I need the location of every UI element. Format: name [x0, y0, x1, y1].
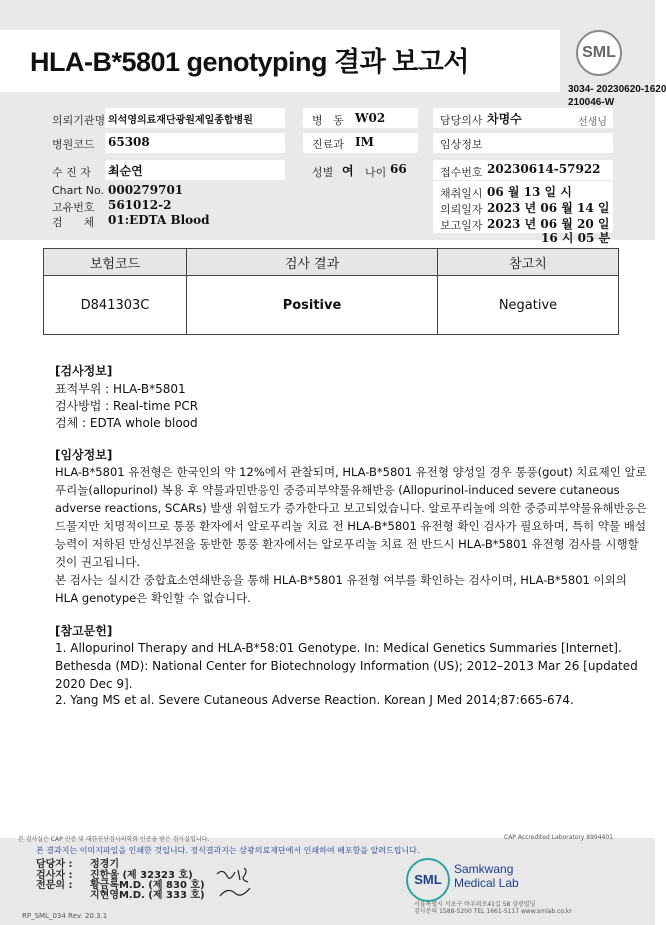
- brand-name-2: Medical Lab: [454, 876, 519, 890]
- staff-name-3: 황금록M.D. (제 830 호): [90, 880, 205, 891]
- chart-no-label: Chart No.: [52, 184, 104, 197]
- receipt-value: 20230614-57922: [487, 162, 601, 176]
- staff-name-2: 진한울 (제 32323 호): [90, 870, 193, 881]
- print-notice: 본 결과지는 이미지파일을 인쇄한 것입니다. 정식결과지는 삼광의료재단에서 인쇄하여 배포함을 알려드립니다.: [36, 846, 420, 855]
- age-label: 나이: [365, 166, 387, 179]
- sml-footer-logo: SML: [406, 858, 450, 902]
- institution-value: 의석영의료재단광원제일종합병원: [108, 115, 253, 126]
- sml-logo: SML: [576, 30, 622, 76]
- chart-no-value: 000279701: [108, 183, 184, 197]
- doctor-suffix: 선생님: [578, 117, 607, 128]
- staff-role-3: 전문의 :: [36, 880, 73, 891]
- report-label: 보고일자: [440, 219, 483, 232]
- header-reference: 참고치: [438, 249, 619, 276]
- dept-label: 진료과: [312, 138, 344, 151]
- report-time: 16 시 05 분: [541, 231, 611, 245]
- unique-no-label: 고유번호: [52, 201, 95, 214]
- header-insurance-code: 보험코드: [44, 249, 187, 276]
- specimen-label: 검 체: [52, 216, 95, 229]
- hospital-code-value: 65308: [108, 135, 150, 149]
- insurance-code-cell: D841303C: [44, 276, 187, 335]
- staff-role-1: 담당자 :: [36, 859, 73, 870]
- result-row: [44, 276, 619, 335]
- result-header-row: [44, 249, 619, 276]
- clinical-info-label: 임상정보: [440, 138, 483, 151]
- report-title: HLA-B*5801 genotyping 결과 보고서: [30, 47, 469, 77]
- document-number-suffix: 210046-W: [568, 97, 615, 108]
- sex-value: 여: [342, 164, 354, 178]
- dept-value: IM: [355, 135, 374, 149]
- reference-1: 1. Allopurinol Therapy and HLA-B*58:01 Genotype. In: Medical Genetics Summaries [Internet]. Bethesda (MD): National Center for Biotechnology Information (US); 2012–2013 Mar 26 [updated 2020 Dec 9].: [55, 641, 638, 691]
- lab-phone: 검사문의 1588-5200 TEL 1661-5117 www.smlab.co.kr: [414, 908, 572, 915]
- reference-2: 2. Yang MS et al. Severe Cutaneous Adverse Reaction. Korean J Med 2014;87:665-674.: [55, 693, 574, 707]
- test-info-target: 표적부위 : HLA-B*5801: [55, 382, 186, 396]
- request-label: 의뢰일자: [440, 203, 483, 216]
- request-value: 2023 년 06 월 14 일: [487, 201, 610, 215]
- specimen-value: 01:EDTA Blood: [108, 213, 210, 227]
- hospital-code-label: 병원코드: [52, 138, 95, 151]
- clinical-info-paragraph-2: 본 검사는 실시간 중합효소연쇄반응을 통해 HLA-B*5801 유전형 여부를 확인하는 검사이며, HLA-B*5801 이외의 HLA genotype은 확인할 수 없습니다.: [55, 573, 627, 605]
- recipient-value: 최순연: [108, 164, 143, 178]
- staff-name-1: 정경기: [90, 859, 119, 870]
- report-value: 2023 년 06 월 20 일: [487, 217, 610, 231]
- doctor-label: 담당의사: [440, 114, 483, 127]
- ward-value: W02: [355, 111, 386, 125]
- staff-role-2: 검사자 :: [36, 870, 73, 881]
- clinical-info-title: [임상정보]: [55, 448, 113, 462]
- test-info-method: 검사방법 : Real-time PCR: [55, 399, 199, 413]
- receipt-label: 접수번호: [440, 166, 483, 179]
- doctor-value: 차명수: [487, 112, 522, 126]
- ward-label: 병 동: [312, 114, 344, 127]
- recipient-label: 수 진 자: [52, 166, 91, 179]
- reference-cell: Negative: [438, 276, 619, 335]
- unique-no-value: 561012-2: [108, 198, 172, 212]
- institution-label: 의뢰기관명: [52, 114, 106, 127]
- cap-text: CAP Accredited Laboratory 8994401: [504, 834, 613, 841]
- document-number: 3034- 20230620-1620: [568, 84, 666, 95]
- test-info-title: [검사정보]: [55, 364, 113, 378]
- certification-text: 본 검사실은 CAP 인증 및 대한진단검사의학회 인증을 받은 검사실입니다.: [18, 836, 210, 843]
- lab-address: 서울특별시 서초구 바우뫼로41길 58 삼광빌딩: [414, 901, 536, 908]
- result-table: [43, 248, 619, 335]
- age-value: 66: [390, 162, 407, 176]
- signature-image: [212, 864, 262, 904]
- collect-label: 채취일시: [440, 187, 483, 200]
- sex-label: 성별: [312, 166, 334, 179]
- collect-value: 06 월 13 일 시: [487, 185, 572, 199]
- test-result-cell: Positive: [187, 276, 438, 335]
- form-number: RP_SML_034 Rev. 20.3.1: [22, 912, 108, 920]
- brand-name-1: Samkwang: [454, 862, 514, 876]
- staff-name-4: 지현영M.D. (제 333 호): [90, 890, 205, 901]
- test-info-specimen: 검체 : EDTA whole blood: [55, 416, 198, 430]
- header-test-result: 검사 결과: [187, 249, 438, 276]
- clinical-info-paragraph-1: HLA-B*5801 유전형은 한국인의 약 12%에서 관찰되며, HLA-B*5801 유전형 양성일 경우 통풍(gout) 치료제인 알로푸리놀(allopurinol) 복용 후 약물과민반응인 중증피부약물유해반응 (Allopurinol-induced severe cutaneous adverse reactions, SCARs) 발생 위험도가 증가한다고 보고되었습니다. 알로푸리놀에 의한 중증피부약물유해반응은 드물지만 치명적이므로 통풍 환자에서 알로푸리놀 치료 전 HLA-B*5801 유전형 확인 검사가 필요하며, 특히 약물 배설능력이 저하된 만성신부전을 동반한 통풍 환자에서는 알로푸리놀 치료 전 반드시 HLA-B*5801 유전형 검사를 시행할 것이 권고됩니다.: [55, 465, 647, 569]
- references-title: [참고문헌]: [55, 624, 113, 638]
